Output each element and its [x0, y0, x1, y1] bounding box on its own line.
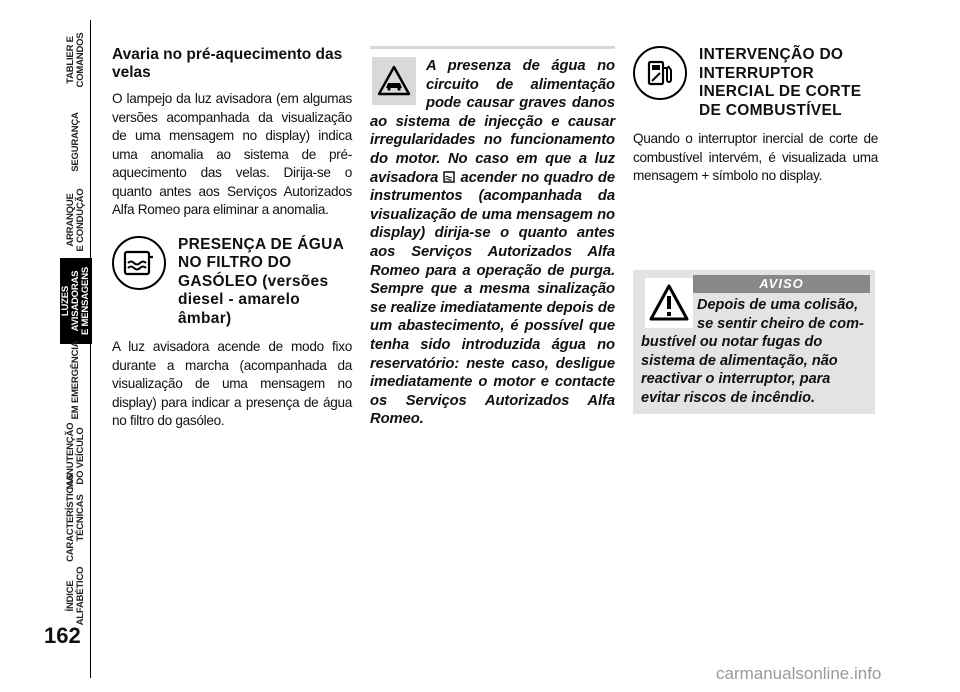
tab-label: ARRANQUE E CONDUÇÃO — [65, 188, 86, 252]
tab-divider — [90, 558, 91, 678]
column-right — [633, 46, 878, 186]
tab-divider — [90, 344, 91, 416]
aviso-warning-box — [633, 270, 875, 414]
warning-text-part2: acender no quadro de instrumentos (acompanhada da visualização de uma mensagem no display) dirija-se o quanto antes aos Serviços Autorizados Alfa Romeo para a operação de purga. Sempre que a mesma sinalização se realize imediatamente depois de um abastecimento, é possível que tenha sido introduzida água no reservatório: neste caso, desligue imediatamente o motor e contacte os Serviços Autorizados Alfa Romeo. — [370, 169, 616, 428]
water-warning-text — [370, 57, 615, 429]
inertia-switch-section-head — [633, 46, 878, 120]
tab-label: MANUTENÇÃO DO VEÍCULO — [65, 422, 86, 490]
tab-tablier-comandos[interactable] — [62, 20, 90, 100]
tab-divider — [90, 182, 91, 260]
inertia-switch-text: Quando o interruptor inercial de corte de combustível intervém, é visualizada uma mensagem + símbolo no display. — [633, 131, 878, 183]
glow-plug-failure-heading: Avaria no pré-aquecimento das velas — [112, 46, 343, 81]
tab-caracteristicas[interactable] — [62, 474, 90, 562]
tab-label: TABLIER E COMANDOS — [65, 32, 86, 88]
tab-divider — [90, 20, 91, 102]
tab-divider — [90, 102, 91, 182]
fuel-cut-off-icon — [633, 46, 687, 100]
column-middle-warning — [370, 46, 615, 429]
tab-label: SEGURANÇA — [70, 112, 81, 172]
tab-divider — [90, 498, 91, 558]
water-filter-heading: PRESENÇA DE ÁGUA NO FILTRO DO GASÓLEO (versões diesel - amarelo âmbar) — [178, 235, 344, 327]
water-filter-text: A luz avisadora acende de modo fixo durante a marcha (acompanhada da visualização de uma mensagem no display) para indicar a presença de água no filtro do gasóleo. — [112, 339, 352, 428]
car-warning-icon — [372, 57, 416, 105]
water-in-fuel-icon — [112, 236, 166, 290]
tab-label: ÍNDICE ALFABÉTICO — [65, 566, 86, 626]
inertia-switch-heading: INTERVENÇÃO DO INTERRUPTOR INERCIAL DE CORTE DE COMBUSTÍVEL — [699, 46, 862, 119]
water-filter-section-head — [112, 236, 352, 329]
aviso-text — [641, 296, 869, 408]
tab-label: CARACTERÍSTICAS TÉCNICAS — [65, 474, 86, 562]
water-warning-block — [370, 57, 615, 429]
tab-divider — [90, 416, 91, 498]
glow-plug-failure-text: O lampejo da luz avisadora (em algumas versões acompanhada da visualização de uma mensagem no display) indica uma anomalia ao sistema de pré-aquecimento das velas. Dirija-se o quanto antes aos Serviços Autorizados Alfa Romeo para eliminar a anomalia. — [112, 91, 352, 217]
tab-em-emergencia[interactable] — [62, 340, 90, 420]
aviso-line-1: Depois de uma colisão, — [697, 297, 859, 313]
aviso-label: AVISO — [693, 275, 870, 293]
column-left — [112, 46, 352, 431]
aviso-line-2: se sentir cheiro de com- — [697, 315, 864, 332]
tab-seguranca[interactable] — [62, 102, 90, 182]
tab-luzes-avisadoras-active[interactable] — [60, 258, 92, 344]
page-number: 162 — [44, 623, 81, 648]
aviso-rest: bustível ou notar fugas do sistema de alimentação, não reactivar o interruptor, para evitar riscos de incêndio. — [641, 334, 838, 406]
chapter-index-sidebar — [0, 0, 92, 692]
water-in-fuel-icon — [443, 171, 456, 183]
tab-arranque-conducao[interactable] — [62, 180, 90, 260]
warning-text-part1: A presenza de água no circuito de alimentação pode causar graves danos ao sistema de injecção e causar irregularidades no funcionamento do motor. No caso em que a luz avisadora — [370, 58, 615, 186]
tab-label: EM EMERGÊNCIA — [70, 340, 81, 420]
tab-label: LUZES AVISADORAS E MENSAGENS — [60, 267, 91, 336]
watermark: carmanualsonline.info — [716, 664, 882, 683]
